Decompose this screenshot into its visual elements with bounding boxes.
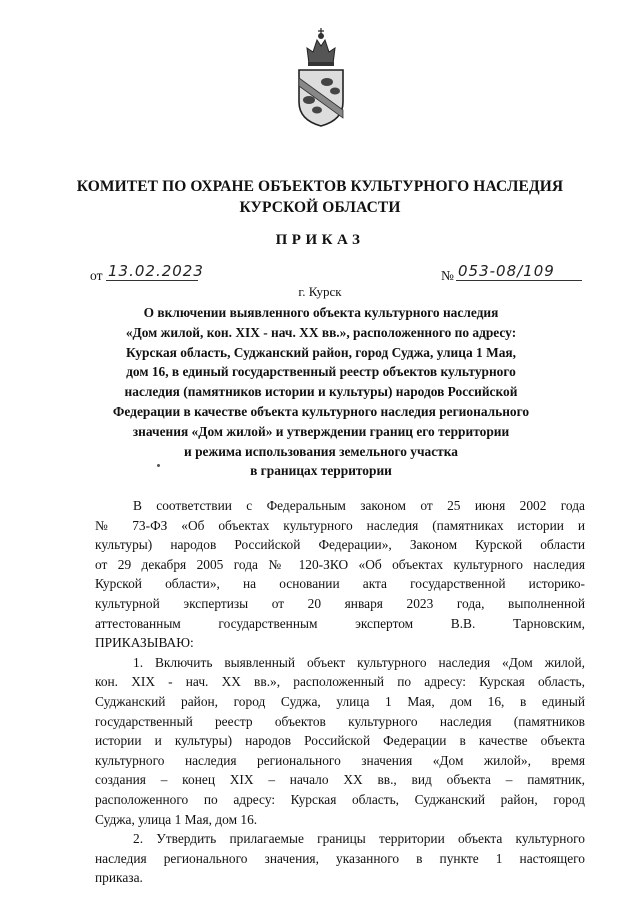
body-line: создания – конец XIX – начало XX вв., вид объекта – памятник, bbox=[95, 772, 585, 788]
body-line: Суджанский район, город Суджа, улица 1 Мая, дом 16, в единый bbox=[95, 693, 585, 709]
body-line: истории и культуры) народов Российской Федерации в качестве объекта bbox=[95, 733, 585, 749]
body-line: № 73-ФЗ «Об объектах культурного наследия (памятниках истории и bbox=[95, 517, 585, 533]
heading-line: Курская область, Суджанский район, город Суджа, улица 1 Мая, bbox=[125, 344, 516, 360]
body-line: расположенного по адресу: Курская область, Суджанский район, город bbox=[95, 791, 585, 807]
body-line: от 29 декабря 2005 года № 120-ЗКО «Об объектах культурного наследия bbox=[95, 556, 585, 572]
body-line: Суджа, улица 1 Мая, дом 16. bbox=[95, 811, 258, 827]
body-line: В соответствии с Федеральным законом от 25 июня 2002 года bbox=[133, 498, 585, 513]
body-line: Курской области», на основании акта государственной историко- bbox=[95, 576, 585, 592]
heading-line: дом 16, в единый государственный реестр объектов культурного bbox=[126, 364, 516, 380]
city-line: г. Курск bbox=[298, 284, 342, 299]
body-line: кон. XIX - нач. XX вв.», расположенный по адресу: Курская область, bbox=[95, 674, 585, 690]
body-line: 2. Утвердить прилагаемые границы территории объекта культурного bbox=[133, 831, 585, 847]
organization-line-1: КОМИТЕТ ПО ОХРАНЕ ОБЪЕКТОВ КУЛЬТУРНОГО НАСЛЕДИЯ bbox=[76, 178, 564, 195]
heading-line: значения «Дом жилой» и утверждении границ его территории bbox=[132, 423, 510, 439]
body-line: наследия регионального значения, указанного в пункте 1 настоящего bbox=[95, 850, 585, 866]
body-line: культурного наследия регионального значения «Дом жилой», время bbox=[95, 752, 585, 768]
order-heading bbox=[90, 303, 552, 481]
body-line: 1. Включить выявленный объект культурного наследия «Дом жилой, bbox=[133, 654, 585, 670]
document-type-title: ПРИКАЗ bbox=[275, 232, 365, 248]
body-line: культурной экспертизы от 20 января 2023 года, выполненной bbox=[95, 595, 585, 611]
heading-line: О включении выявленного объекта культурного наследия bbox=[143, 305, 499, 320]
date-from-label: от bbox=[90, 268, 103, 283]
decree-word: ПРИКАЗЫВАЮ: bbox=[95, 635, 194, 651]
heading-line: «Дом жилой, кон. XIX - нач. XX вв.», расположенного по адресу: bbox=[125, 324, 517, 340]
body-line: аттестованным государственным экспертом В.В. Тарновским, bbox=[95, 615, 585, 631]
heading-line: наследия (памятников истории и культуры) народов Российской bbox=[124, 384, 518, 400]
date-underline bbox=[106, 280, 198, 281]
number-underline bbox=[456, 280, 582, 281]
heading-line: и режима использования земельного участка bbox=[184, 443, 458, 459]
handwritten-date: 13.02.2023 bbox=[108, 262, 204, 280]
heading-line: в границах территории bbox=[250, 463, 392, 479]
order-body bbox=[95, 496, 585, 888]
organization-line-2: КУРСКОЙ ОБЛАСТИ bbox=[239, 199, 401, 216]
body-line: культуры) народов Российской Федерации», Законом Курской области bbox=[95, 537, 585, 553]
kursk-coat-of-arms-icon bbox=[293, 24, 349, 128]
heading-line: Федерации в качестве объекта культурного наследия регионального bbox=[112, 403, 530, 419]
handwritten-number: 053-08/109 bbox=[458, 262, 555, 280]
scan-dot bbox=[157, 464, 160, 467]
number-label: № bbox=[441, 268, 454, 283]
body-line: приказа. bbox=[95, 870, 143, 886]
body-line: государственный реестр объектов культурного наследия (памятников bbox=[95, 713, 585, 729]
